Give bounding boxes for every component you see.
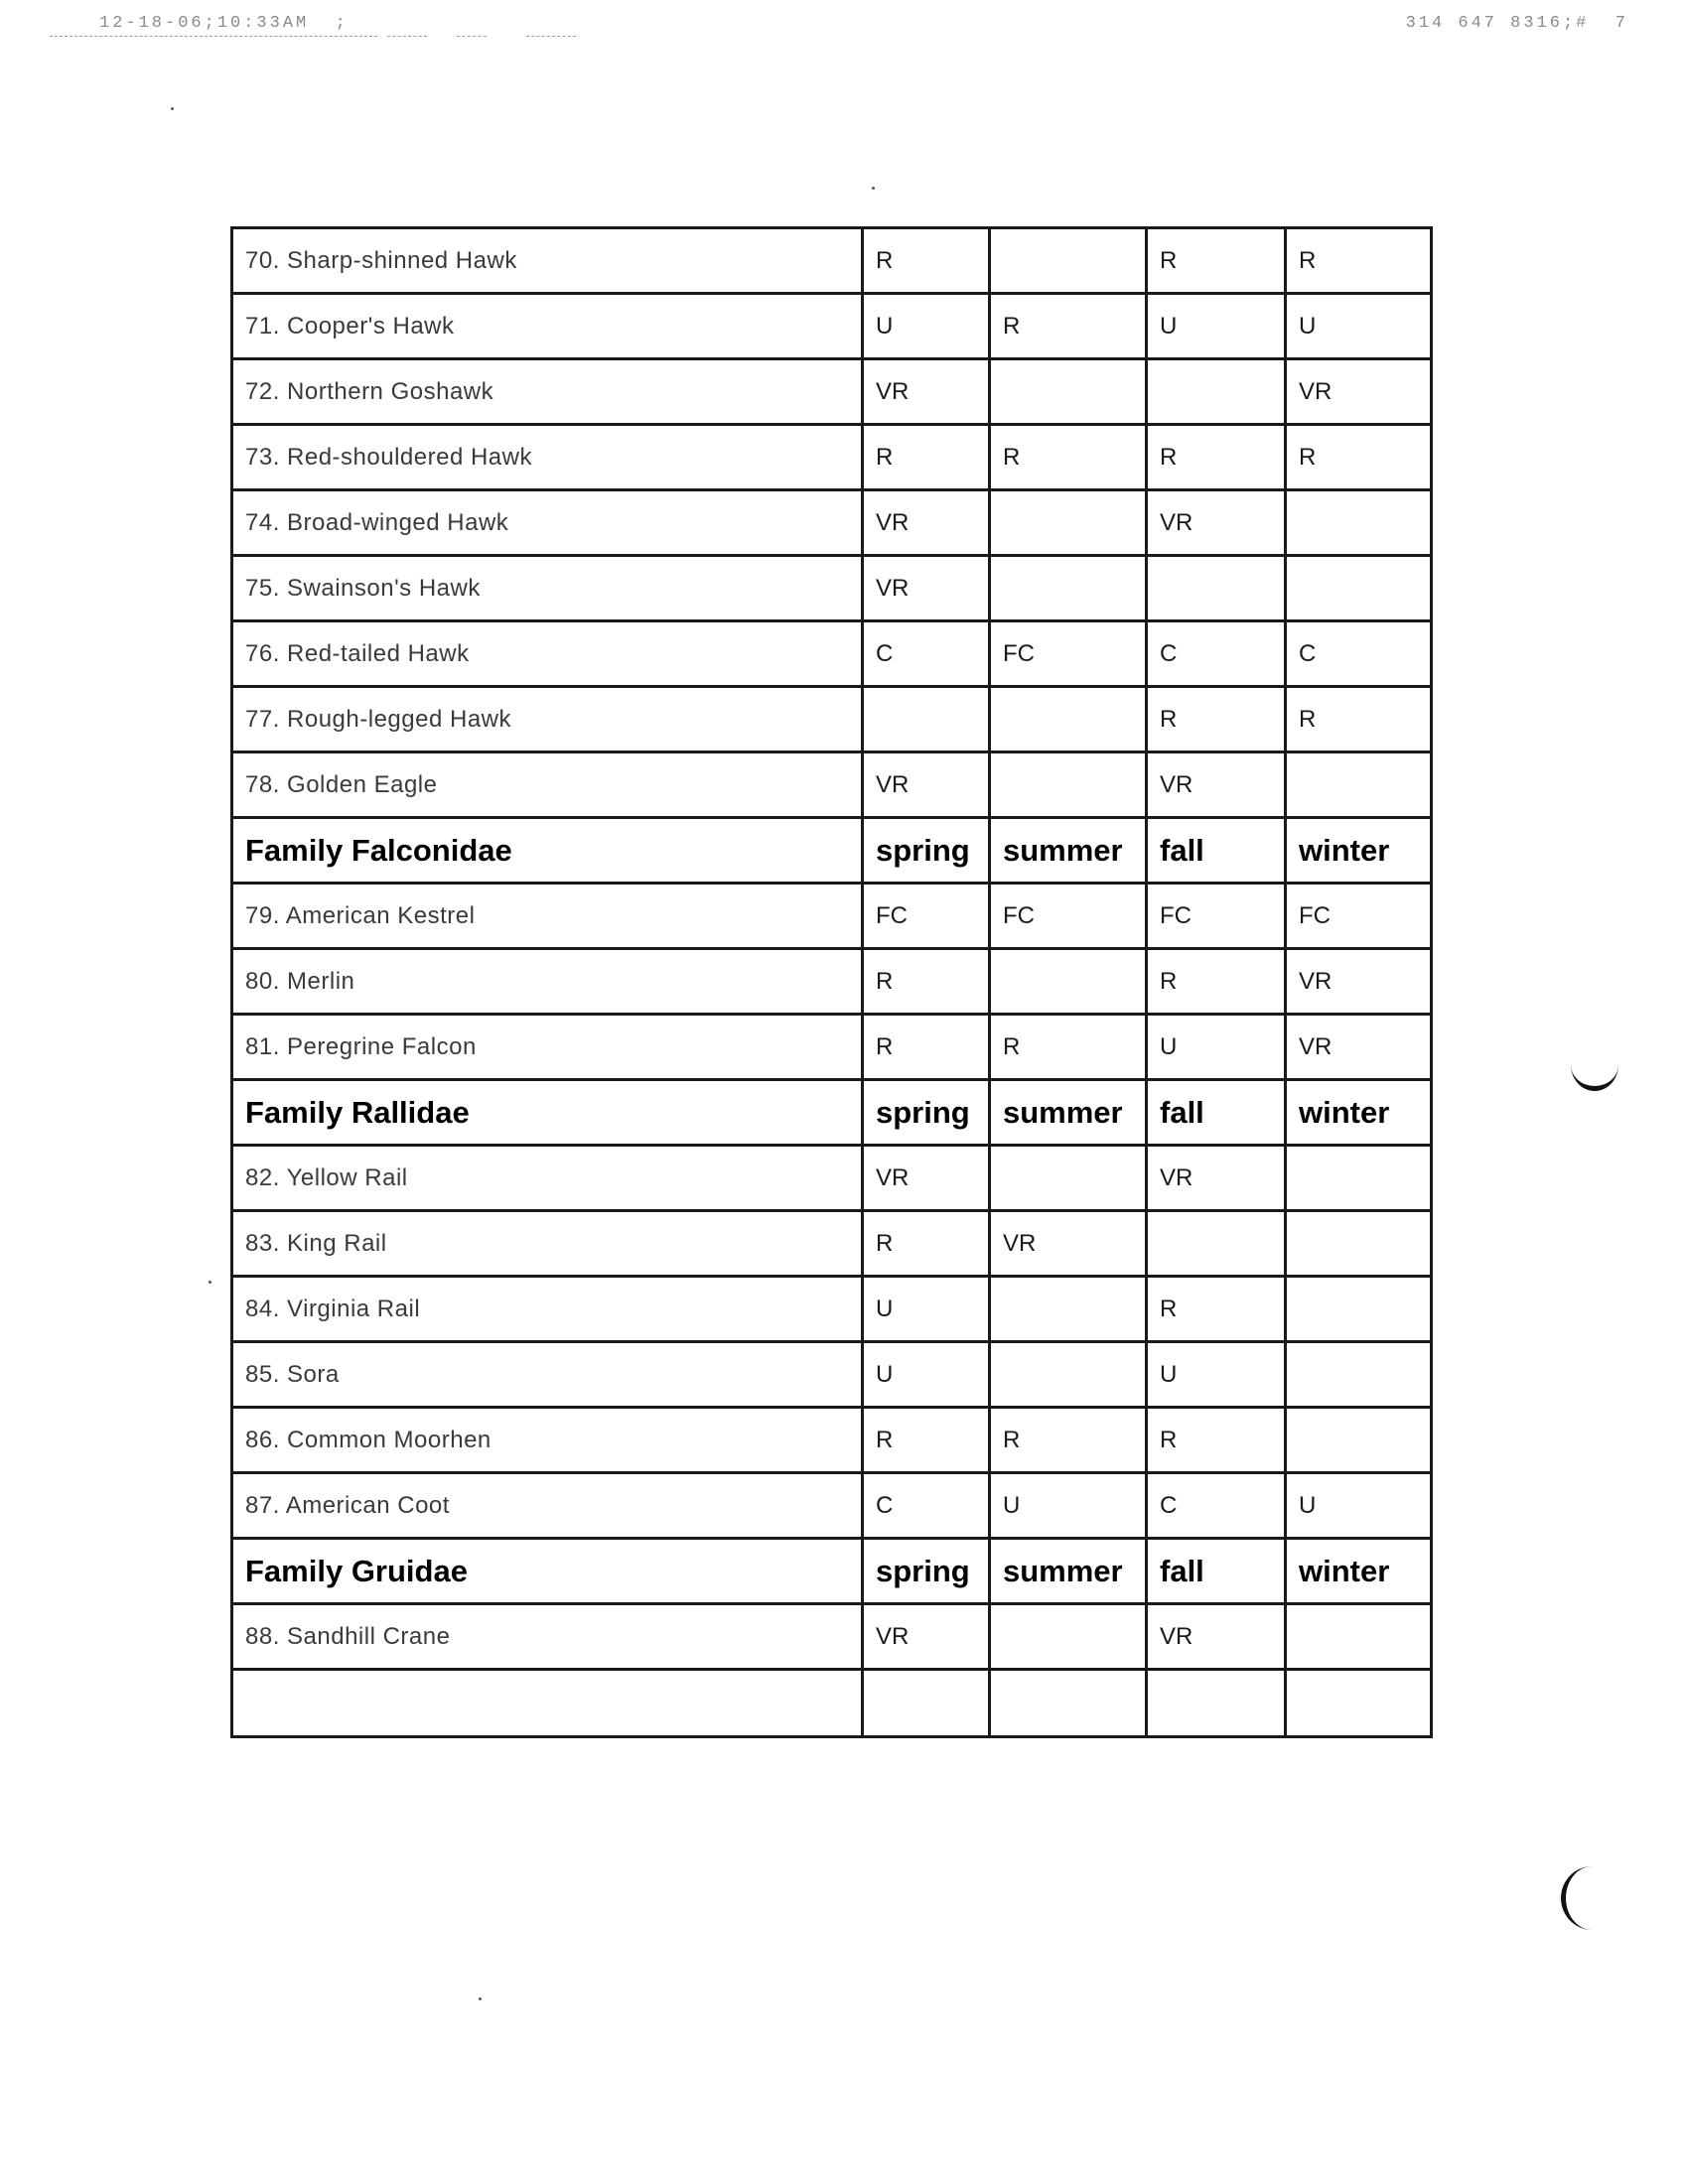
status-winter [1286,1146,1432,1211]
table-row [232,1277,1432,1342]
status-spring: FC [863,884,990,949]
table-row [232,1604,1432,1670]
status-summer [990,1342,1147,1408]
status-winter: U [1286,294,1432,359]
status-fall: R [1147,949,1286,1015]
species-name [232,1670,863,1737]
status-spring: R [863,1408,990,1473]
species-name: 71. Cooper's Hawk [232,294,863,359]
status-fall [1147,359,1286,425]
status-spring: VR [863,1604,990,1670]
species-name: 75. Swainson's Hawk [232,556,863,621]
status-fall: VR [1147,490,1286,556]
table-row [232,1211,1432,1277]
status-winter [1286,1211,1432,1277]
species-name: 79. American Kestrel [232,884,863,949]
fax-header-rule [526,36,576,37]
status-summer: R [990,1408,1147,1473]
status-summer [990,556,1147,621]
table-row [232,1473,1432,1539]
scan-speck [479,1997,482,2000]
season-header-winter: winter [1286,1539,1432,1604]
species-name: 72. Northern Goshawk [232,359,863,425]
status-spring: VR [863,359,990,425]
status-summer: FC [990,621,1147,687]
family-name: Family Gruidae [232,1539,863,1604]
fax-header-rule [457,36,487,37]
family-header-row [232,1080,1432,1146]
status-spring: VR [863,752,990,818]
season-header-winter: winter [1286,1080,1432,1146]
table-row [232,425,1432,490]
status-fall: VR [1147,752,1286,818]
status-summer [990,359,1147,425]
species-name: 86. Common Moorhen [232,1408,863,1473]
species-name: 88. Sandhill Crane [232,1604,863,1670]
table-row [232,752,1432,818]
status-summer [990,490,1147,556]
fax-header [99,14,1628,44]
status-fall: VR [1147,1146,1286,1211]
status-winter [1286,1670,1432,1737]
season-header-fall: fall [1147,818,1286,884]
table-row [232,228,1432,294]
season-header-spring: spring [863,818,990,884]
scan-artifact-curve [1571,1038,1618,1091]
species-name: 77. Rough-legged Hawk [232,687,863,752]
status-spring: U [863,1277,990,1342]
status-summer: R [990,1015,1147,1080]
species-name: 82. Yellow Rail [232,1146,863,1211]
status-winter: R [1286,425,1432,490]
status-winter [1286,490,1432,556]
status-fall: U [1147,1342,1286,1408]
table-row [232,1408,1432,1473]
table-row [232,359,1432,425]
species-name: 73. Red-shouldered Hawk [232,425,863,490]
season-header-fall: fall [1147,1080,1286,1146]
table-row [232,687,1432,752]
table-row [232,621,1432,687]
status-winter: R [1286,228,1432,294]
status-winter: C [1286,621,1432,687]
status-summer: U [990,1473,1147,1539]
season-header-winter: winter [1286,818,1432,884]
status-summer [990,1146,1147,1211]
status-spring: VR [863,556,990,621]
scan-artifact-crescent [1561,1866,1623,1930]
status-spring: U [863,1342,990,1408]
status-spring: R [863,1211,990,1277]
species-name: 85. Sora [232,1342,863,1408]
status-spring: R [863,949,990,1015]
status-winter: R [1286,687,1432,752]
status-summer [990,687,1147,752]
family-name: Family Rallidae [232,1080,863,1146]
status-spring: R [863,425,990,490]
status-spring: C [863,621,990,687]
status-summer: R [990,294,1147,359]
blank-row [232,1670,1432,1737]
status-winter: U [1286,1473,1432,1539]
status-fall: C [1147,621,1286,687]
status-winter [1286,556,1432,621]
species-name: 83. King Rail [232,1211,863,1277]
table-row [232,949,1432,1015]
scan-speck [171,107,174,110]
status-spring: VR [863,1146,990,1211]
status-winter [1286,1277,1432,1342]
season-header-summer: summer [990,1080,1147,1146]
status-fall: R [1147,1277,1286,1342]
table-body [232,228,1432,1737]
species-name: 80. Merlin [232,949,863,1015]
status-fall [1147,1211,1286,1277]
scan-speck [209,1281,211,1284]
status-winter [1286,752,1432,818]
status-summer [990,1604,1147,1670]
status-fall: C [1147,1473,1286,1539]
status-fall: R [1147,228,1286,294]
status-winter: VR [1286,359,1432,425]
status-fall: FC [1147,884,1286,949]
status-summer [990,1277,1147,1342]
table-row [232,490,1432,556]
table-row [232,556,1432,621]
status-spring [863,687,990,752]
status-fall [1147,1670,1286,1737]
status-winter [1286,1408,1432,1473]
status-spring [863,1670,990,1737]
table-row [232,1146,1432,1211]
fax-header-timestamp: 12-18-06;10:33AM ; [99,14,349,33]
species-name: 76. Red-tailed Hawk [232,621,863,687]
fax-header-number: 314 647 8316;# 7 [1405,14,1628,33]
table-row [232,1342,1432,1408]
status-winter [1286,1342,1432,1408]
status-summer [990,752,1147,818]
status-summer [990,949,1147,1015]
status-summer [990,228,1147,294]
status-spring: R [863,228,990,294]
family-header-row [232,1539,1432,1604]
species-name: 87. American Coot [232,1473,863,1539]
species-name: 70. Sharp-shinned Hawk [232,228,863,294]
season-header-summer: summer [990,1539,1147,1604]
species-name: 84. Virginia Rail [232,1277,863,1342]
scan-speck [872,187,875,190]
status-winter: VR [1286,949,1432,1015]
season-header-fall: fall [1147,1539,1286,1604]
table-row [232,294,1432,359]
status-spring: C [863,1473,990,1539]
season-header-spring: spring [863,1080,990,1146]
status-summer: R [990,425,1147,490]
status-summer: VR [990,1211,1147,1277]
status-fall: VR [1147,1604,1286,1670]
species-name: 74. Broad-winged Hawk [232,490,863,556]
status-fall [1147,556,1286,621]
status-summer: FC [990,884,1147,949]
status-fall: R [1147,425,1286,490]
status-fall: R [1147,1408,1286,1473]
family-header-row [232,818,1432,884]
status-fall: U [1147,294,1286,359]
table-row [232,884,1432,949]
status-spring: R [863,1015,990,1080]
fax-header-rule [50,36,377,37]
status-spring: U [863,294,990,359]
family-name: Family Falconidae [232,818,863,884]
status-winter [1286,1604,1432,1670]
status-summer [990,1670,1147,1737]
table-row [232,1015,1432,1080]
status-fall: U [1147,1015,1286,1080]
season-header-spring: spring [863,1539,990,1604]
species-name: 81. Peregrine Falcon [232,1015,863,1080]
bird-occurrence-table [230,226,1433,1738]
season-header-summer: summer [990,818,1147,884]
fax-header-rule [387,36,427,37]
status-winter: VR [1286,1015,1432,1080]
status-fall: R [1147,687,1286,752]
species-name: 78. Golden Eagle [232,752,863,818]
status-spring: VR [863,490,990,556]
status-winter: FC [1286,884,1432,949]
